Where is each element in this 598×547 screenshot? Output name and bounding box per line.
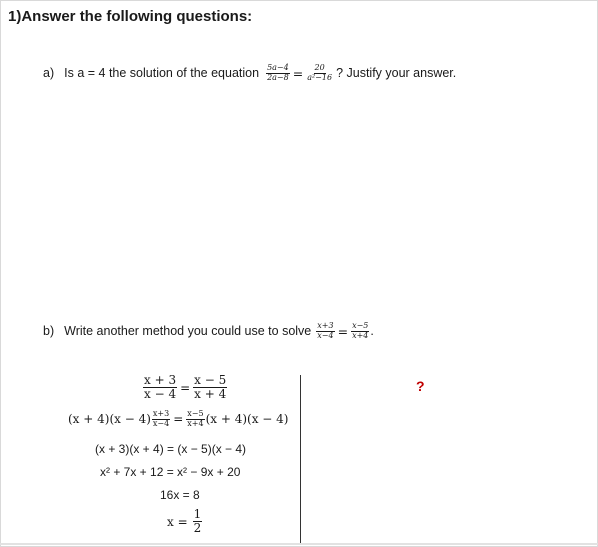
bottom-rule (0, 543, 598, 545)
work-line-1-left-numerator: x + 3 (144, 373, 177, 387)
work-line-2-prefix: (x + 4)(x − 4) (68, 412, 151, 427)
work-line-1-equals: = (180, 380, 191, 395)
work-line-2-left-numerator: x+3 (152, 409, 170, 418)
work-line-4: x² + 7x + 12 = x² − 9x + 20 (100, 465, 241, 479)
equation-a-left-numerator: 5a−4 (267, 63, 289, 72)
equation-b-right-numerator: x−5 (352, 321, 369, 330)
work-line-6-fraction (193, 508, 203, 535)
work-line-1-right-denominator: x + 4 (194, 387, 227, 402)
question-a-label: a) (43, 66, 55, 81)
work-line-6-prefix: x = (167, 514, 188, 529)
question-a-text: Is a = 4 the solution of the equation (64, 66, 260, 81)
work-line-2 (68, 410, 289, 429)
work-line-5: 16x = 8 (160, 488, 200, 502)
equation-b-left-fraction (316, 322, 334, 341)
annotation-question-mark: ? (416, 378, 425, 394)
question-b-label: b) (43, 324, 55, 339)
work-line-2-left-fraction (152, 410, 170, 429)
work-line-6-denominator: 2 (193, 521, 202, 536)
work-line-2-suffix: (x + 4)(x − 4) (205, 412, 289, 427)
equation-a-right-denominator: a²−16 (307, 72, 333, 82)
equation-a-right-numerator: 20 (314, 63, 325, 72)
equation-a-equals: = (292, 65, 304, 81)
work-line-2-equals: = (173, 412, 184, 427)
equation-b-right-fraction (351, 322, 369, 341)
question-b-text: Write another method you could use to solve (64, 324, 312, 339)
question-a-justify: ? Justify your answer. (336, 66, 457, 81)
work-line-2-right-numerator: x−5 (187, 409, 204, 418)
column-divider (300, 375, 301, 545)
equation-b-right-denominator: x+4 (352, 330, 369, 340)
work-line-2-left-denominator: x−4 (152, 418, 170, 428)
question-b-period: . (370, 324, 374, 339)
question-a (43, 64, 456, 83)
equation-a-right-fraction (306, 64, 333, 83)
work-line-2-right-fraction (186, 410, 204, 429)
equation-b-left-numerator: x+3 (317, 321, 334, 330)
question-b (43, 322, 374, 341)
equation-a-left-denominator: 2a−8 (267, 72, 289, 82)
equation-b-left-denominator: x−4 (317, 330, 334, 340)
work-line-1-left-denominator: x − 4 (144, 387, 177, 402)
equation-b-equals: = (337, 323, 349, 339)
work-line-6-numerator: 1 (193, 507, 202, 521)
work-line-1-right-fraction (193, 374, 227, 401)
equation-a-left-fraction (266, 64, 290, 83)
work-line-2-right-denominator: x+4 (187, 418, 204, 428)
work-line-1-left-fraction (143, 374, 177, 401)
work-line-6 (167, 508, 203, 535)
question-title: 1)Answer the following questions: (8, 8, 253, 25)
work-line-1-right-numerator: x − 5 (194, 373, 227, 387)
work-line-1 (142, 374, 228, 401)
work-line-3: (x + 3)(x + 4) = (x − 5)(x − 4) (95, 442, 247, 456)
